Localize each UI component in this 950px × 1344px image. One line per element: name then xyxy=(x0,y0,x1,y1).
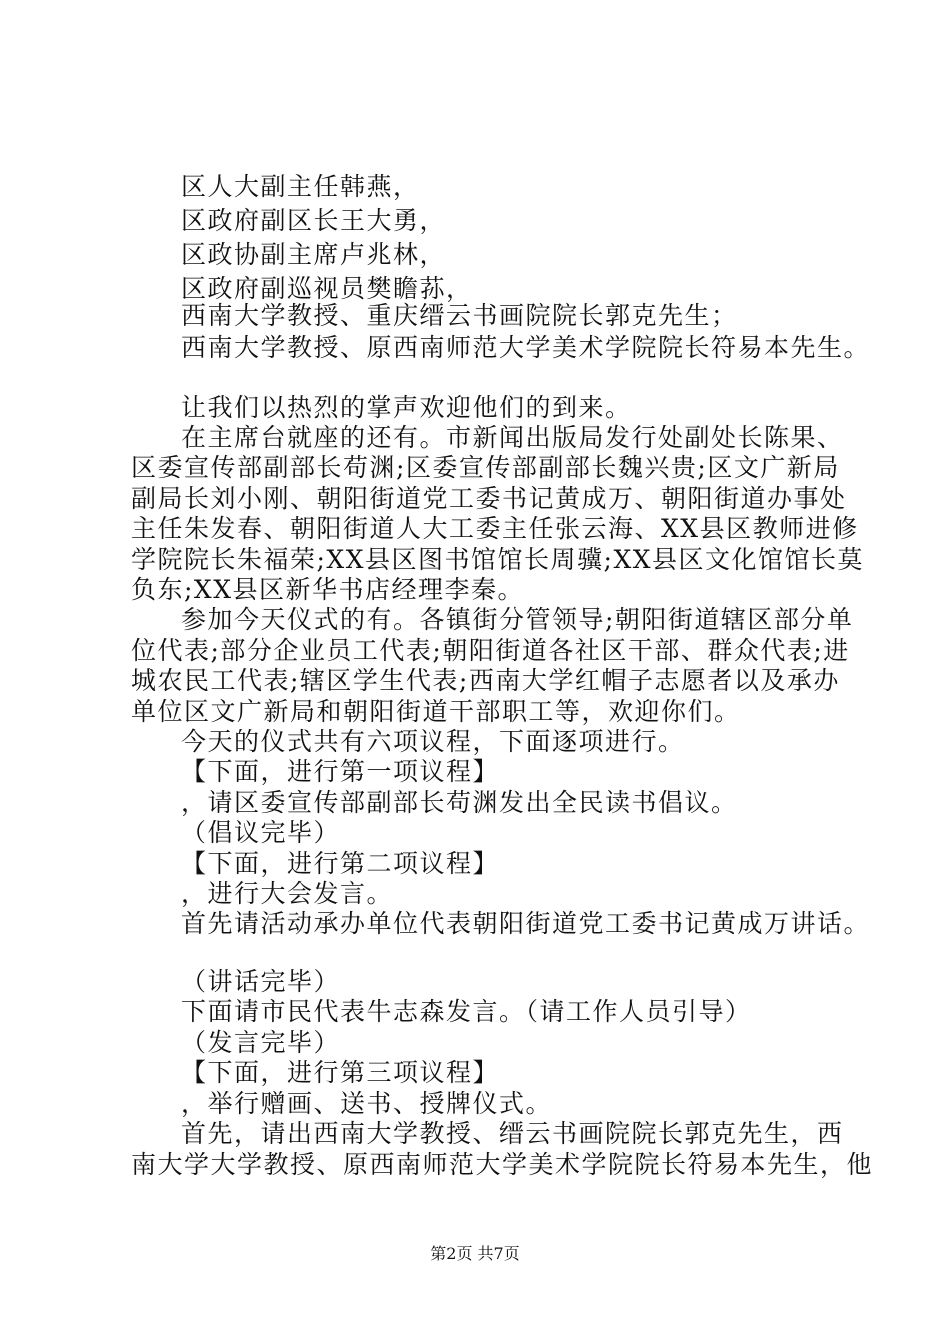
text-line: 首先请活动承办单位代表朝阳街道党工委书记黄成万讲话。 xyxy=(181,909,871,938)
page-number-footer: 第2页 共7页 xyxy=(430,1244,520,1263)
text-line: 西南大学教授、原西南师范大学美术学院院长符易本先生。 xyxy=(181,333,871,362)
text-line: 学院院长朱福荣;XX县区图书馆馆长周骥;XX县区文化馆馆长莫 xyxy=(131,545,865,574)
text-line: 区政府副区长王大勇， xyxy=(181,206,447,235)
text-line: ，进行大会发言。 xyxy=(181,879,394,908)
text-line: （倡议完毕） xyxy=(181,818,341,847)
text-line: 负东;XX县区新华书店经理李秦。 xyxy=(131,575,525,604)
text-line: 区人大副主任韩燕， xyxy=(181,172,420,201)
text-line: 西南大学教授、重庆缙云书画院院长郭克先生； xyxy=(181,301,738,330)
text-line: 主任朱发春、朝阳街道人大工委主任张云海、XX县区教师进修 xyxy=(131,514,859,543)
text-line: 参加今天仪式的有。各镇街分管领导;朝阳街道辖区部分单 xyxy=(181,605,854,634)
text-line: 城农民工代表;辖区学生代表;西南大学红帽子志愿者以及承办 xyxy=(131,666,840,695)
text-line: 位代表;部分企业员工代表;朝阳街道各社区干部、群众代表;进 xyxy=(131,636,850,665)
text-line: 【下面，进行第一项议程】 xyxy=(181,757,500,786)
text-line: 副局长刘小刚、朝阳街道党工委书记黄成万、朝阳街道办事处 xyxy=(131,484,847,513)
text-line: 【下面，进行第三项议程】 xyxy=(181,1058,500,1087)
text-line: 在主席台就座的还有。市新闻出版局发行处副处长陈果、 xyxy=(181,423,844,452)
text-line: 下面请市民代表牛志森发言。（请工作人员引导） xyxy=(181,997,752,1026)
text-line: （讲话完毕） xyxy=(181,967,341,996)
text-line: 南大学大学教授、原西南师范大学美术学院院长符易本先生，他 xyxy=(131,1150,874,1179)
text-line: 区政府副巡视员樊瞻荪， xyxy=(181,274,473,303)
text-line: 首先，请出西南大学教授、缙云书画院院长郭克先生，西 xyxy=(181,1119,844,1148)
text-line: 单位区文广新局和朝阳街道干部职工等，欢迎你们。 xyxy=(131,697,741,726)
text-line: 【下面，进行第二项议程】 xyxy=(181,849,500,878)
text-line: （发言完毕） xyxy=(181,1028,341,1057)
text-line: 今天的仪式共有六项议程，下面逐项进行。 xyxy=(181,727,685,756)
text-line: 区政协副主席卢兆林， xyxy=(181,240,447,269)
text-line: 区委宣传部副部长苟渊;区委宣传部副部长魏兴贵;区文广新局 xyxy=(131,453,840,482)
text-line: 让我们以热烈的掌声欢迎他们的到来。 xyxy=(181,393,632,422)
text-line: ，举行赠画、送书、授牌仪式。 xyxy=(181,1089,553,1118)
text-line: ，请区委宣传部副部长苟渊发出全民读书倡议。 xyxy=(181,788,738,817)
